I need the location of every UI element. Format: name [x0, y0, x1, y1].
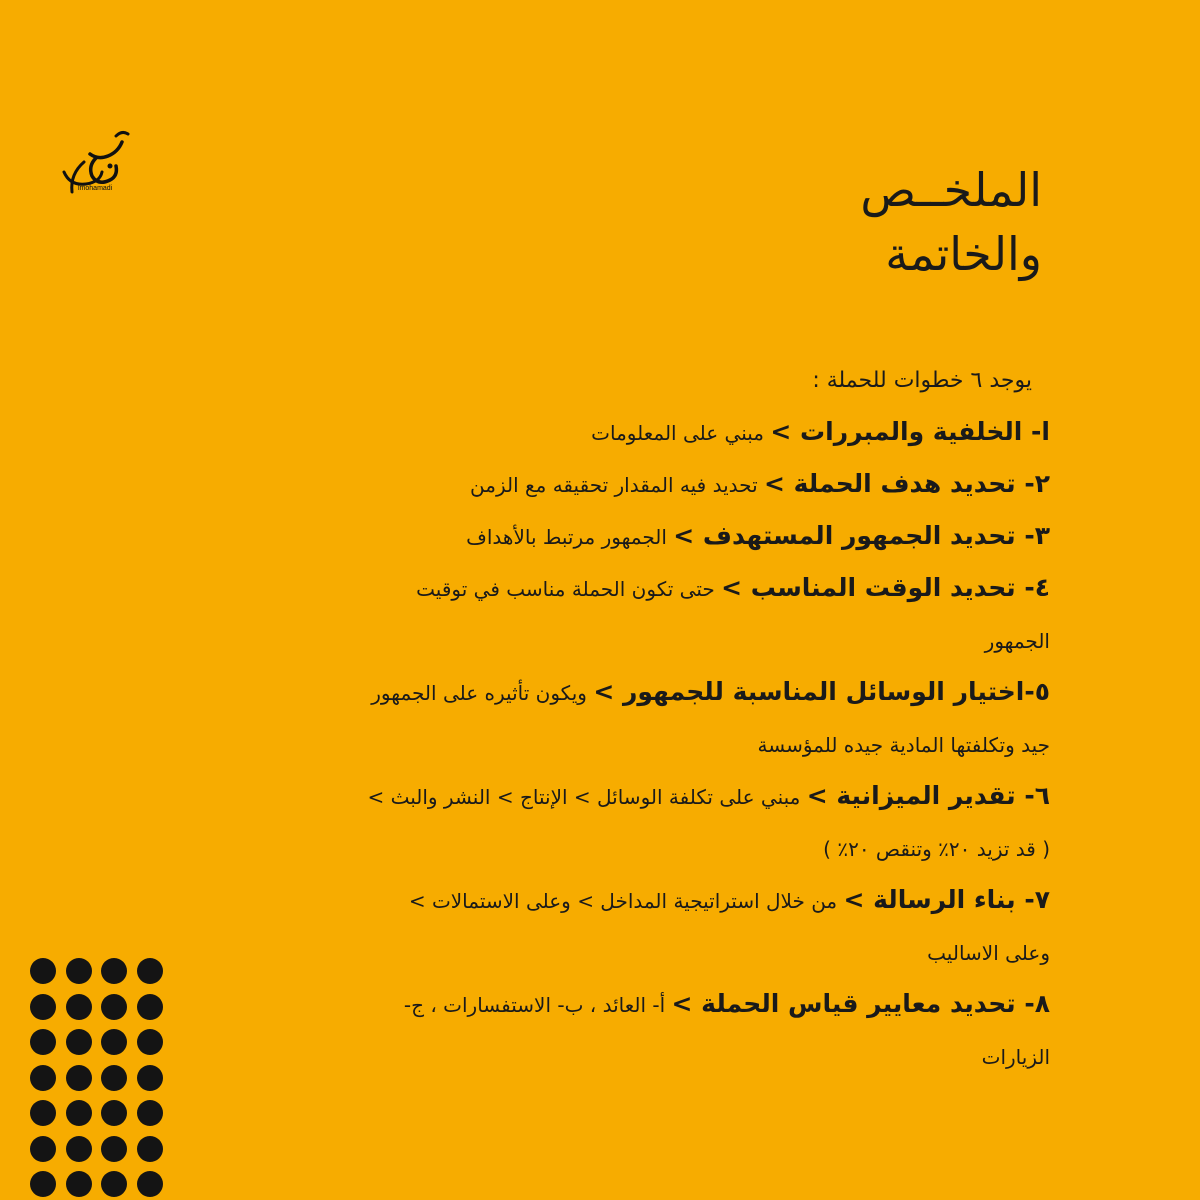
decorative-dot: [137, 958, 163, 984]
title-line-1: الملخــص: [860, 163, 1042, 217]
decorative-dot: [30, 1065, 56, 1091]
decorative-dot: [30, 1136, 56, 1162]
step-description: مبني على المعلومات: [591, 421, 771, 445]
step-line: [200, 562, 1050, 614]
step-description: الجمهور: [984, 629, 1050, 653]
step-description: جيد وتكلفتها المادية جيده للمؤسسة: [757, 733, 1050, 757]
step-line: [200, 510, 1050, 562]
page-title: [622, 158, 1042, 286]
decorative-dot: [101, 1065, 127, 1091]
decorative-dot: [66, 1065, 92, 1091]
decorative-dot: [66, 1136, 92, 1162]
step-description: الجمهور مرتبط بالأهداف: [466, 525, 674, 549]
step-line: [200, 614, 1050, 666]
step-description: الزيارات: [981, 1045, 1050, 1069]
decorative-dot: [30, 1100, 56, 1126]
decorative-dot: [30, 958, 56, 984]
title-line-2: والخاتمة: [885, 227, 1042, 281]
step-heading: ٥-اختيار الوسائل المناسبة للجمهور >: [593, 677, 1050, 706]
step-line: [200, 770, 1050, 822]
step-line: [200, 458, 1050, 510]
step-description: أ- العائد ، ب- الاستفسارات ، ج-: [403, 993, 672, 1017]
decorative-dot: [66, 1029, 92, 1055]
decorative-dot: [101, 958, 127, 984]
decorative-dot: [101, 1029, 127, 1055]
decorative-dot: [66, 958, 92, 984]
decorative-dot: [101, 1136, 127, 1162]
step-description: وعلى الاساليب: [927, 941, 1050, 965]
decorative-dot: [66, 1171, 92, 1197]
decorative-dot: [101, 1100, 127, 1126]
step-description: مبني على تكلفة الوسائل > الإنتاج > النشر والبث >: [367, 785, 807, 809]
step-line: [200, 926, 1050, 978]
decorative-dot: [101, 994, 127, 1020]
step-line: [200, 718, 1050, 770]
decorative-dot: [30, 1029, 56, 1055]
decorative-dot: [66, 1100, 92, 1126]
step-line: [200, 666, 1050, 718]
dot-grid-decoration: [30, 958, 172, 1198]
step-description: حتى تكون الحملة مناسب في توقيت: [416, 577, 722, 601]
steps-content: [200, 356, 1050, 1082]
decorative-dot: [137, 1065, 163, 1091]
decorative-dot: [101, 1171, 127, 1197]
step-description: من خلال استراتيجية المداخل > وعلى الاستمالات >: [408, 889, 844, 913]
step-description: تحديد فيه المقدار تحقيقه مع الزمن: [470, 473, 764, 497]
step-heading: ا- الخلفية والمبررات >: [770, 417, 1050, 446]
step-description: ( قد تزيد ٢٠٪ وتنقص ٢٠٪ ): [823, 837, 1050, 861]
step-line: [200, 1030, 1050, 1082]
intro-text: يوجد ٦ خطوات للحملة :: [812, 368, 1032, 393]
decorative-dot: [137, 1100, 163, 1126]
step-description: ويكون تأثيره على الجمهور: [371, 681, 594, 705]
decorative-dot: [30, 1171, 56, 1197]
decorative-dot: [137, 1171, 163, 1197]
decorative-dot: [137, 1029, 163, 1055]
step-heading: ٧- بناء الرسالة >: [843, 885, 1050, 914]
step-line: [200, 978, 1050, 1030]
decorative-dot: [137, 1136, 163, 1162]
step-line: [200, 874, 1050, 926]
step-line: [200, 406, 1050, 458]
decorative-dot: [66, 994, 92, 1020]
step-line: [200, 822, 1050, 874]
logo-caption: lmohamadi: [78, 185, 113, 192]
decorative-dot: [30, 994, 56, 1020]
step-heading: ٣- تحديد الجمهور المستهدف >: [673, 521, 1050, 550]
step-heading: ٦- تقدير الميزانية >: [806, 781, 1050, 810]
decorative-dot: [137, 994, 163, 1020]
step-heading: ٤- تحديد الوقت المناسب >: [721, 573, 1050, 602]
step-heading: ٢- تحديد هدف الحملة >: [764, 469, 1050, 498]
step-heading: ٨- تحديد معايير قياس الحملة >: [671, 989, 1050, 1018]
